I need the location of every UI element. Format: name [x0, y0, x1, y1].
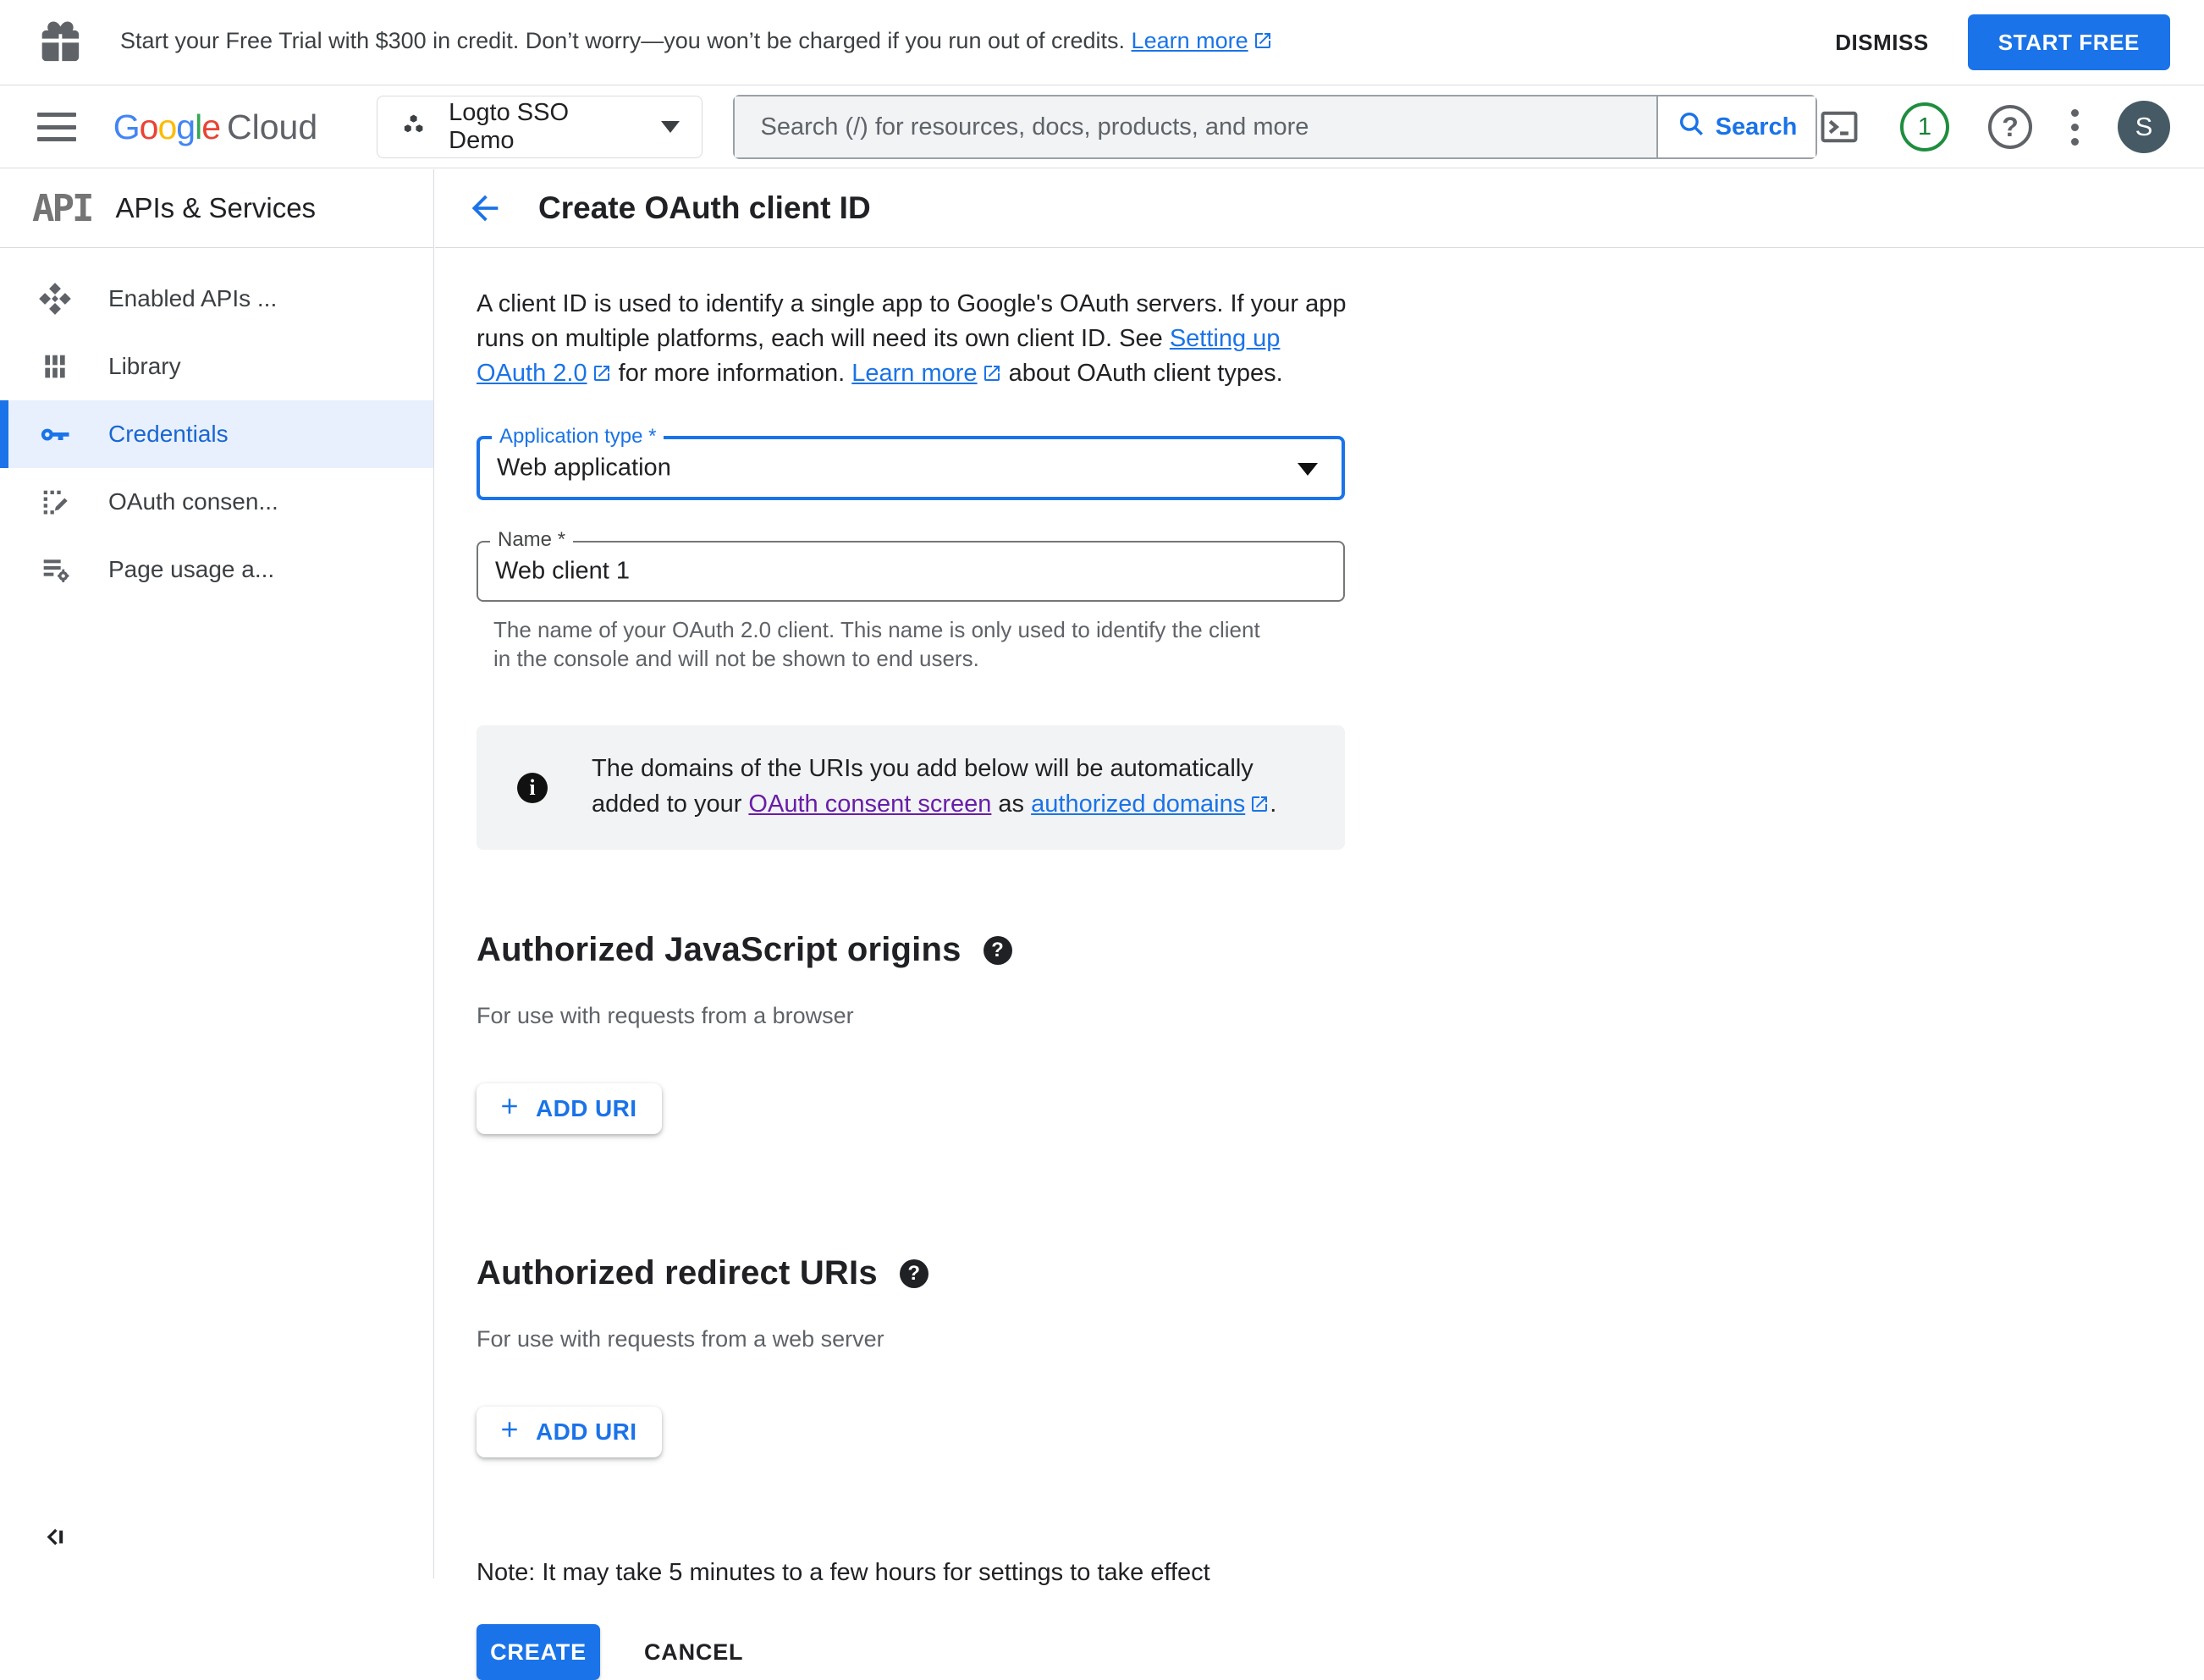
- external-link-icon: [1249, 789, 1270, 824]
- library-icon: [36, 350, 74, 383]
- settings-note: Note: It may take 5 minutes to a few hours for settings to take effect: [477, 1559, 1210, 1586]
- banner-actions: [1811, 14, 2170, 71]
- plus-icon: [497, 1417, 522, 1448]
- add-uri-redirects-button[interactable]: [477, 1407, 662, 1457]
- form-content: [435, 287, 1349, 1680]
- sidebar-item-enabled-apis[interactable]: [0, 265, 433, 333]
- logo-letter: g: [176, 107, 196, 146]
- help-glyph: ?: [2002, 111, 2019, 142]
- name-label: Name *: [490, 528, 573, 552]
- notifications-badge[interactable]: [1900, 102, 1949, 151]
- search-icon: [1677, 109, 1705, 145]
- search-input[interactable]: [735, 96, 1656, 157]
- plus-icon: [497, 1093, 522, 1125]
- info-banner: [477, 725, 1345, 850]
- sidebar-nav: [0, 248, 433, 603]
- add-uri-origins-button[interactable]: [477, 1083, 662, 1134]
- app-bar: [0, 86, 2204, 168]
- sidebar-item-label: Page usage a...: [108, 556, 275, 582]
- sidebar-item-page-usage[interactable]: [0, 536, 433, 603]
- oauth-consent-screen-link[interactable]: OAuth consent screen: [748, 790, 992, 818]
- sidebar: [0, 169, 434, 1578]
- dismiss-button[interactable]: DISMISS: [1811, 14, 1952, 71]
- page-title-bar: [435, 169, 2204, 248]
- page-usage-icon: [36, 553, 74, 587]
- logo-letter: e: [201, 107, 220, 146]
- google-cloud-logo[interactable]: [113, 107, 317, 147]
- external-link-icon: [982, 359, 1002, 394]
- notification-count: 1: [1917, 113, 1932, 140]
- logo-cloud-text: Cloud: [227, 107, 318, 146]
- search-button[interactable]: [1656, 96, 1816, 157]
- project-name: Logto SSO Demo: [449, 99, 569, 154]
- start-free-button[interactable]: START FREE: [1968, 14, 2170, 70]
- name-field[interactable]: [477, 528, 1345, 602]
- back-arrow-icon[interactable]: [466, 189, 504, 228]
- name-helper-text: The name of your OAuth 2.0 client. This name is only used to identify the client in the console and will not be shown to end users.: [493, 617, 1260, 671]
- intro-text: about OAuth client types.: [1001, 360, 1283, 387]
- intro-paragraph: [477, 287, 1348, 394]
- sidebar-item-library[interactable]: [0, 333, 433, 400]
- sidebar-item-oauth-consent[interactable]: [0, 468, 433, 536]
- application-type-select[interactable]: [477, 425, 1345, 500]
- collapse-sidebar-icon[interactable]: [41, 1520, 74, 1556]
- info-icon: i: [517, 773, 548, 803]
- redirects-heading-text: Authorized redirect URIs: [477, 1254, 878, 1292]
- banner-text: [120, 28, 1273, 57]
- project-icon: [399, 109, 432, 146]
- more-options-icon[interactable]: [2071, 109, 2079, 146]
- banner-message: Start your Free Trial with $300 in credit. Don’t worry—you won’t be charged if you run out of credits.: [120, 28, 1132, 53]
- logo-letter: l: [195, 107, 202, 146]
- info-segment: .: [1270, 790, 1277, 818]
- avatar[interactable]: [2118, 101, 2170, 153]
- redirects-help-icon[interactable]: ?: [900, 1259, 928, 1288]
- learn-more-link[interactable]: Learn more: [851, 360, 1001, 387]
- sidebar-product-title: APIs & Services: [115, 192, 317, 223]
- sidebar-header: [0, 169, 433, 248]
- external-link-icon: [1253, 30, 1273, 57]
- add-uri-label: ADD URI: [536, 1418, 637, 1445]
- sidebar-item-credentials[interactable]: [0, 400, 433, 468]
- search-bar: [733, 95, 1817, 159]
- cancel-button[interactable]: CANCEL: [644, 1639, 744, 1665]
- origins-heading: [477, 931, 1349, 969]
- sidebar-item-label: Library: [108, 353, 181, 379]
- info-text: [592, 751, 1286, 824]
- help-icon[interactable]: [1988, 105, 2032, 149]
- authorized-domains-link[interactable]: authorized domains: [1031, 790, 1270, 818]
- origins-help-icon[interactable]: ?: [984, 936, 1012, 965]
- appbar-icons: [1817, 101, 2170, 153]
- consent-screen-icon: [36, 485, 74, 519]
- add-uri-label: ADD URI: [536, 1095, 637, 1121]
- apis-services-icon: API: [32, 186, 92, 230]
- redirects-heading: [477, 1254, 1349, 1292]
- main-content: [435, 169, 2204, 1665]
- logo-letter: o: [139, 107, 158, 146]
- redirects-subtext: For use with requests from a web server: [477, 1326, 884, 1352]
- origins-subtext: For use with requests from a browser: [477, 1003, 854, 1028]
- banner-learn-more-link[interactable]: Learn more: [1132, 28, 1273, 53]
- dashboard-icon: [36, 281, 74, 317]
- create-button[interactable]: CREATE: [477, 1624, 600, 1680]
- origins-heading-text: Authorized JavaScript origins: [477, 931, 961, 968]
- form-actions: [477, 1624, 1349, 1680]
- search-button-label: Search: [1715, 113, 1798, 140]
- gift-icon: [34, 16, 83, 69]
- sidebar-item-label: Credentials: [108, 421, 229, 447]
- sidebar-item-label: OAuth consen...: [108, 488, 278, 515]
- external-link-icon: [592, 359, 612, 394]
- name-value: Web client 1: [495, 557, 631, 585]
- intro-text: A client ID is used to identify a single app to Google's OAuth servers. If your app runs on multiple platforms, each will need its own client ID. See: [477, 290, 1347, 352]
- info-segment: The domains of the URIs you add below will be automatically added to your: [592, 755, 1254, 818]
- free-trial-banner: [0, 0, 2204, 85]
- intro-text: for more information.: [611, 360, 852, 387]
- logo-letter: o: [157, 107, 177, 146]
- sidebar-item-label: Enabled APIs ...: [108, 285, 278, 311]
- cloud-shell-icon[interactable]: [1817, 105, 1861, 149]
- dropdown-caret-icon: [1298, 463, 1318, 476]
- project-picker[interactable]: [377, 96, 703, 158]
- logo-letter: G: [113, 107, 140, 146]
- chevron-down-icon: [661, 121, 680, 133]
- menu-icon[interactable]: [37, 113, 76, 141]
- application-type-value: Web application: [497, 454, 671, 482]
- avatar-initial: S: [2135, 112, 2153, 141]
- application-type-label: Application type *: [492, 425, 664, 449]
- page-title: Create OAuth client ID: [538, 190, 871, 225]
- setting-up-oauth-link[interactable]: Setting up OAuth 2.0: [477, 325, 1280, 387]
- key-icon: [36, 416, 74, 453]
- info-segment: as: [991, 790, 1032, 818]
